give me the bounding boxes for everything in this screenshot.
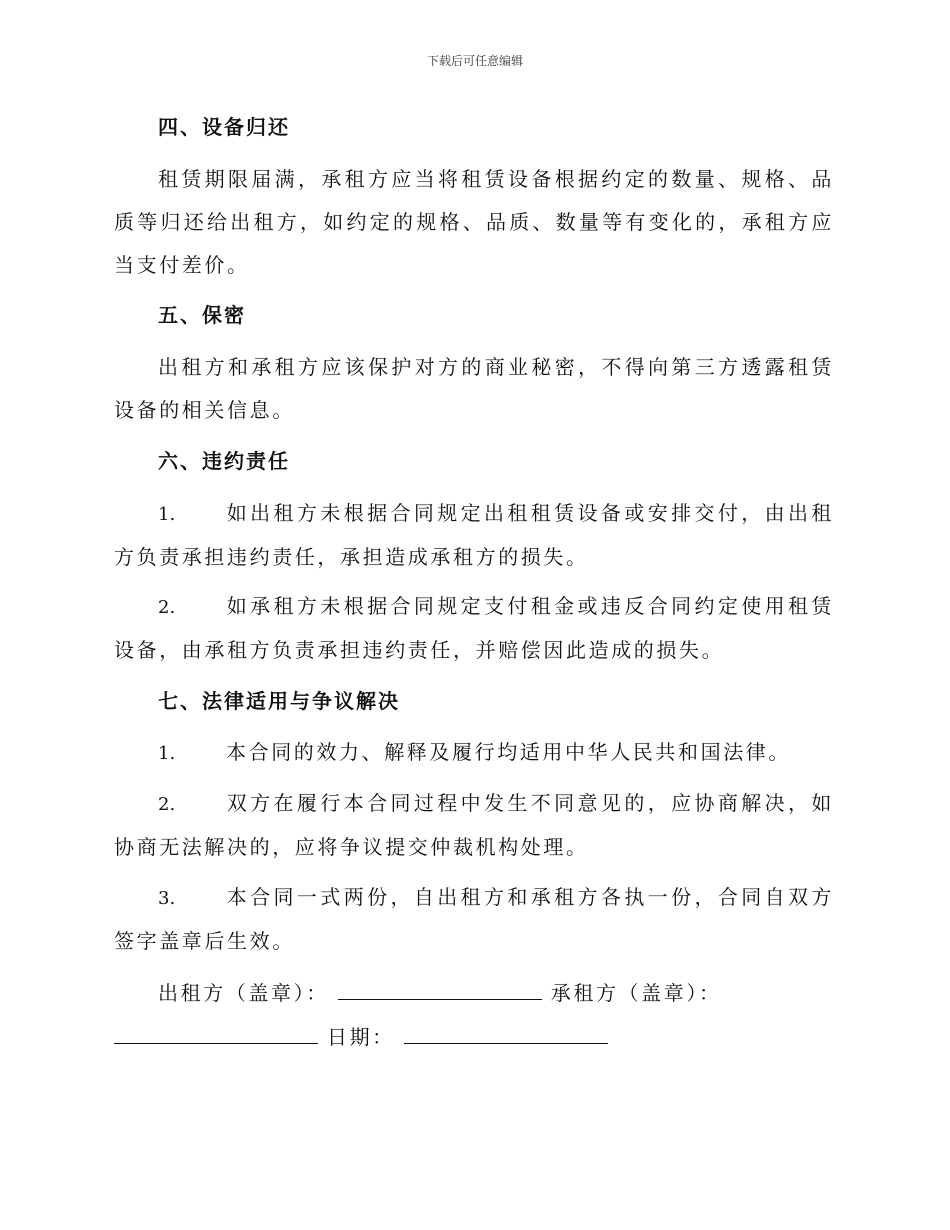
lessee-label: 承租方（盖章）： [550,981,722,1005]
lessor-signature-blank [338,973,542,1000]
lessor-label: 出租方（盖章）： [158,981,329,1005]
item-text: 双方在履行本合同过程中发生不同意见的，应协商解决，如协商无法解决的，应将争议提交仲裁机构处理。 [114,791,834,859]
section-6-title: 六、违约责任 [158,449,290,473]
signature-line-1 [114,972,834,1015]
item-text: 本合同一式两份，自出租方和承租方各执一份，合同自双方签字盖章后生效。 [114,885,834,953]
item-text: 如承租方未根据合同规定支付租金或违反合同约定使用租赁设备，由承租方负责承担违约责任，并赔偿因此造成的损失。 [114,594,834,662]
item-number: 2. [158,794,176,815]
section-7-title: 七、法律适用与争议解决 [158,689,400,713]
item-number: 1. [158,504,176,525]
item-number: 1. [158,743,176,764]
section-4-paragraph: 租赁期限届满，承租方应当将租赁设备根据约定的数量、规格、品质等归还给出租方，如约定的规格、品质、数量等有变化的，承租方应当支付差价。 [114,167,834,277]
page-header-note: 下载后可任意编辑 [426,54,523,68]
section-5-paragraph: 出租方和承租方应该保护对方的商业秘密，不得向第三方透露租赁设备的相关信息。 [114,355,834,422]
section-5-title: 五、保密 [158,303,246,327]
section-7-item-1 [114,731,834,775]
item-text: 如出租方未根据合同规定出租租赁设备或安排交付，由出租方负责承担违约责任，承担造成承租方的损失。 [114,501,834,569]
signature-line-2 [114,1016,834,1059]
date-blank [404,1017,608,1044]
item-text: 本合同的效力、解释及履行均适用中华人民共和国法律。 [226,740,791,764]
lessee-signature-blank [114,1017,318,1044]
item-number: 2. [158,597,176,618]
item-number: 3. [158,888,176,909]
section-6-item-2 [114,585,834,672]
section-7-item-2 [114,782,834,869]
date-label: 日期： [326,1025,395,1049]
section-4-title: 四、设备归还 [158,115,290,139]
section-6-item-1 [114,492,834,579]
section-7-item-3 [114,876,834,963]
